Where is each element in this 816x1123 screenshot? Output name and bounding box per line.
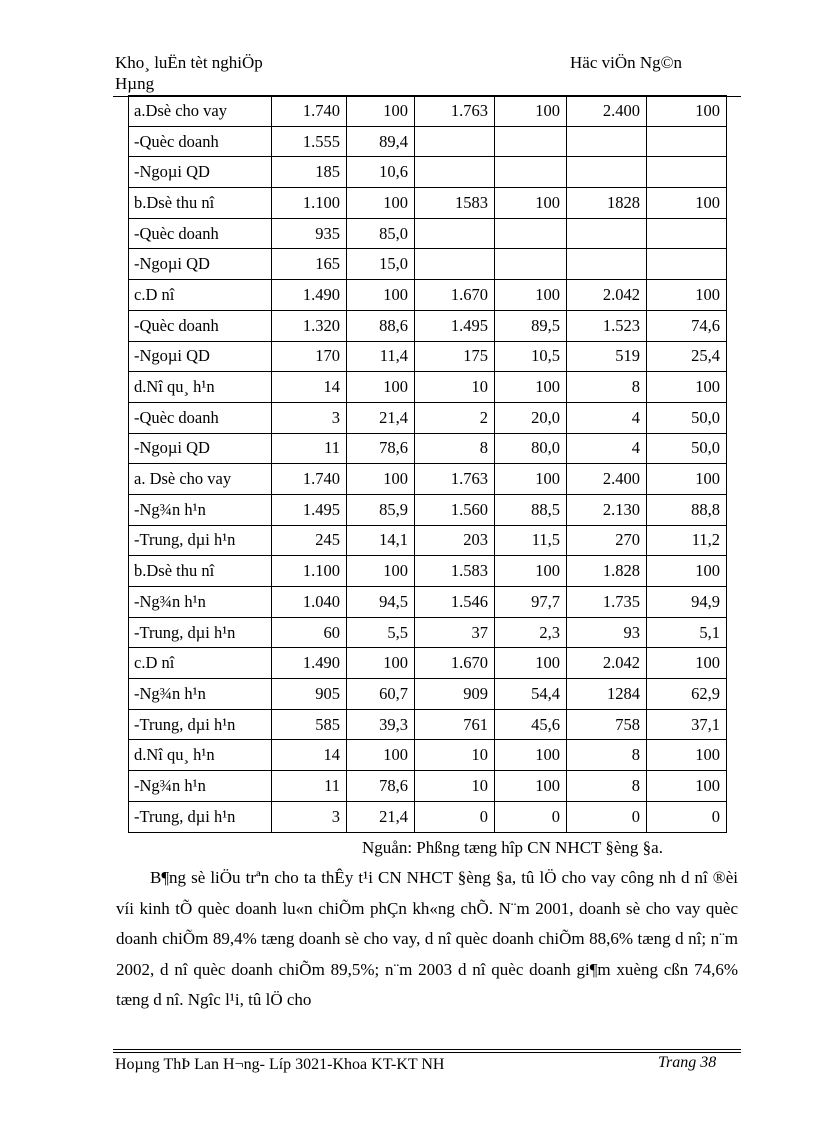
table-row bbox=[129, 96, 727, 127]
value-cell bbox=[495, 157, 567, 188]
table-row bbox=[129, 801, 727, 832]
value-cell: 11,5 bbox=[495, 525, 567, 556]
value-cell bbox=[647, 218, 727, 249]
value-cell: 78,6 bbox=[347, 433, 415, 464]
value-cell: 100 bbox=[647, 464, 727, 495]
value-cell: 909 bbox=[415, 679, 495, 710]
value-cell: 15,0 bbox=[347, 249, 415, 280]
value-cell bbox=[567, 249, 647, 280]
value-cell: 5,1 bbox=[647, 617, 727, 648]
paragraph-text: B¶ng sè liÖu trªn cho ta thÊy t¹i CN NHCT §èng §a, tû lÖ cho vay công nh d nî ®èi víi kinh tÕ quèc doanh lu«n chiÕm phÇn kh«ng chÕ. N¨m 2001, doanh sè cho vay quèc doanh chiÕm 89,4% tæng doanh sè cho vay, d nî quèc doanh chiÕm 88,6% tæng d nî; n¨m 2002, d nî quèc doanh chiÕm 89,5%; n¨m 2003 d nî quèc doanh gi¶m xuèng cßn 74,6% tæng d nî. Ngîc l¹i, tû lÖ cho bbox=[116, 868, 738, 1009]
value-cell: 1583 bbox=[415, 188, 495, 219]
row-label-cell: -Trung, dµi h¹n bbox=[129, 709, 272, 740]
value-cell: 165 bbox=[272, 249, 347, 280]
value-cell: 175 bbox=[415, 341, 495, 372]
body-paragraph bbox=[116, 863, 738, 1016]
value-cell: 37 bbox=[415, 617, 495, 648]
value-cell: 60,7 bbox=[347, 679, 415, 710]
value-cell: 100 bbox=[495, 280, 567, 311]
table-row bbox=[129, 157, 727, 188]
value-cell: 203 bbox=[415, 525, 495, 556]
value-cell bbox=[495, 126, 567, 157]
table-row bbox=[129, 587, 727, 618]
value-cell: 100 bbox=[347, 96, 415, 127]
table-row bbox=[129, 249, 727, 280]
value-cell: 100 bbox=[495, 771, 567, 802]
value-cell: 2.400 bbox=[567, 464, 647, 495]
value-cell: 0 bbox=[567, 801, 647, 832]
value-cell: 94,5 bbox=[347, 587, 415, 618]
value-cell: 100 bbox=[347, 372, 415, 403]
value-cell: 78,6 bbox=[347, 771, 415, 802]
value-cell: 2.130 bbox=[567, 494, 647, 525]
value-cell bbox=[567, 157, 647, 188]
value-cell: 11,2 bbox=[647, 525, 727, 556]
table-row bbox=[129, 648, 727, 679]
value-cell: 11 bbox=[272, 771, 347, 802]
value-cell: 761 bbox=[415, 709, 495, 740]
value-cell: 4 bbox=[567, 402, 647, 433]
value-cell: 100 bbox=[347, 556, 415, 587]
footer-rule-bottom bbox=[113, 1052, 741, 1053]
table-row bbox=[129, 679, 727, 710]
row-label-cell: c.D nî bbox=[129, 280, 272, 311]
value-cell: 100 bbox=[647, 648, 727, 679]
row-label-cell: -Trung, dµi h¹n bbox=[129, 801, 272, 832]
table-row bbox=[129, 218, 727, 249]
value-cell: 39,3 bbox=[347, 709, 415, 740]
value-cell: 10,5 bbox=[495, 341, 567, 372]
value-cell: 100 bbox=[647, 556, 727, 587]
value-cell: 1.560 bbox=[415, 494, 495, 525]
value-cell: 62,9 bbox=[647, 679, 727, 710]
value-cell: 100 bbox=[495, 464, 567, 495]
header-title-line2: Hµng bbox=[115, 74, 155, 93]
footer-author: Hoµng ThÞ Lan H¬ng- Líp 3021-Khoa KT-KT NH bbox=[115, 1056, 445, 1073]
value-cell: 93 bbox=[567, 617, 647, 648]
table-row bbox=[129, 341, 727, 372]
page-number: Trang 38 bbox=[658, 1054, 717, 1071]
table-row bbox=[129, 709, 727, 740]
running-header-left bbox=[115, 52, 263, 94]
value-cell: 74,6 bbox=[647, 310, 727, 341]
row-label-cell: -Trung, dµi h¹n bbox=[129, 525, 272, 556]
value-cell: 0 bbox=[647, 801, 727, 832]
value-cell: 758 bbox=[567, 709, 647, 740]
value-cell: 3 bbox=[272, 402, 347, 433]
row-label-cell: -Quèc doanh bbox=[129, 126, 272, 157]
value-cell: 5,5 bbox=[347, 617, 415, 648]
row-label-cell: -Ngoµi QD bbox=[129, 157, 272, 188]
value-cell: 8 bbox=[567, 740, 647, 771]
value-cell bbox=[495, 218, 567, 249]
value-cell: 100 bbox=[347, 464, 415, 495]
value-cell: 100 bbox=[347, 188, 415, 219]
value-cell: 1.763 bbox=[415, 464, 495, 495]
row-label-cell: -Ng¾n h¹n bbox=[129, 679, 272, 710]
value-cell: 1.523 bbox=[567, 310, 647, 341]
value-cell bbox=[415, 218, 495, 249]
value-cell: 100 bbox=[647, 96, 727, 127]
value-cell: 10 bbox=[415, 372, 495, 403]
value-cell: 85,9 bbox=[347, 494, 415, 525]
value-cell: 80,0 bbox=[495, 433, 567, 464]
row-label-cell: a. Dsè cho vay bbox=[129, 464, 272, 495]
value-cell: 4 bbox=[567, 433, 647, 464]
table-row bbox=[129, 126, 727, 157]
table-row bbox=[129, 464, 727, 495]
row-label-cell: -Quèc doanh bbox=[129, 218, 272, 249]
value-cell: 60 bbox=[272, 617, 347, 648]
value-cell: 3 bbox=[272, 801, 347, 832]
value-cell: 1.320 bbox=[272, 310, 347, 341]
row-label-cell: -Quèc doanh bbox=[129, 310, 272, 341]
value-cell: 1.763 bbox=[415, 96, 495, 127]
value-cell: 100 bbox=[647, 188, 727, 219]
value-cell: 20,0 bbox=[495, 402, 567, 433]
value-cell: 100 bbox=[495, 648, 567, 679]
value-cell: 100 bbox=[647, 771, 727, 802]
value-cell: 89,5 bbox=[495, 310, 567, 341]
value-cell bbox=[647, 126, 727, 157]
value-cell: 1.546 bbox=[415, 587, 495, 618]
table-row bbox=[129, 617, 727, 648]
value-cell: 935 bbox=[272, 218, 347, 249]
value-cell: 8 bbox=[567, 372, 647, 403]
row-label-cell: -Ngoµi QD bbox=[129, 249, 272, 280]
value-cell: 100 bbox=[347, 280, 415, 311]
table-row bbox=[129, 433, 727, 464]
value-cell: 1.740 bbox=[272, 464, 347, 495]
row-label-cell: a.Dsè cho vay bbox=[129, 96, 272, 127]
row-label-cell: -Ng¾n h¹n bbox=[129, 494, 272, 525]
value-cell: 14 bbox=[272, 372, 347, 403]
value-cell: 519 bbox=[567, 341, 647, 372]
value-cell: 2 bbox=[415, 402, 495, 433]
value-cell: 100 bbox=[495, 96, 567, 127]
value-cell: 0 bbox=[415, 801, 495, 832]
value-cell: 89,4 bbox=[347, 126, 415, 157]
value-cell: 100 bbox=[495, 740, 567, 771]
row-label-cell: -Ngoµi QD bbox=[129, 341, 272, 372]
value-cell: 2.400 bbox=[567, 96, 647, 127]
value-cell: 1.100 bbox=[272, 556, 347, 587]
value-cell bbox=[495, 249, 567, 280]
value-cell: 1.040 bbox=[272, 587, 347, 618]
value-cell: 1.490 bbox=[272, 280, 347, 311]
row-label-cell: -Ng¾n h¹n bbox=[129, 587, 272, 618]
table-source-note: Nguån: Phßng tæng hîp CN NHCT §èng §a. bbox=[362, 838, 663, 857]
value-cell: 88,8 bbox=[647, 494, 727, 525]
value-cell: 1.490 bbox=[272, 648, 347, 679]
value-cell: 1284 bbox=[567, 679, 647, 710]
value-cell: 21,4 bbox=[347, 402, 415, 433]
value-cell: 37,1 bbox=[647, 709, 727, 740]
value-cell: 1.555 bbox=[272, 126, 347, 157]
value-cell: 14 bbox=[272, 740, 347, 771]
table-row bbox=[129, 280, 727, 311]
value-cell: 1.735 bbox=[567, 587, 647, 618]
value-cell: 1.740 bbox=[272, 96, 347, 127]
value-cell: 1.495 bbox=[272, 494, 347, 525]
value-cell: 585 bbox=[272, 709, 347, 740]
footer-rule-top bbox=[113, 1049, 741, 1050]
row-label-cell: -Ng¾n h¹n bbox=[129, 771, 272, 802]
value-cell: 100 bbox=[647, 740, 727, 771]
value-cell: 14,1 bbox=[347, 525, 415, 556]
value-cell: 2.042 bbox=[567, 648, 647, 679]
value-cell: 88,5 bbox=[495, 494, 567, 525]
running-header-right: Häc viÖn Ng©n bbox=[570, 53, 683, 72]
value-cell: 1.583 bbox=[415, 556, 495, 587]
value-cell: 10 bbox=[415, 740, 495, 771]
table-row bbox=[129, 188, 727, 219]
table-row bbox=[129, 402, 727, 433]
value-cell: 905 bbox=[272, 679, 347, 710]
value-cell bbox=[567, 126, 647, 157]
table-row bbox=[129, 525, 727, 556]
value-cell bbox=[415, 249, 495, 280]
table-row bbox=[129, 372, 727, 403]
value-cell: 100 bbox=[495, 556, 567, 587]
row-label-cell: -Trung, dµi h¹n bbox=[129, 617, 272, 648]
value-cell: 1.670 bbox=[415, 648, 495, 679]
value-cell: 100 bbox=[495, 188, 567, 219]
value-cell: 100 bbox=[495, 372, 567, 403]
value-cell: 100 bbox=[347, 740, 415, 771]
value-cell bbox=[415, 126, 495, 157]
value-cell: 185 bbox=[272, 157, 347, 188]
value-cell: 94,9 bbox=[647, 587, 727, 618]
value-cell: 100 bbox=[647, 280, 727, 311]
table-row bbox=[129, 494, 727, 525]
value-cell: 100 bbox=[347, 648, 415, 679]
value-cell: 97,7 bbox=[495, 587, 567, 618]
value-cell: 11 bbox=[272, 433, 347, 464]
value-cell: 270 bbox=[567, 525, 647, 556]
value-cell: 245 bbox=[272, 525, 347, 556]
credit-data-table bbox=[128, 95, 727, 833]
value-cell: 2.042 bbox=[567, 280, 647, 311]
value-cell: 50,0 bbox=[647, 433, 727, 464]
row-label-cell: -Quèc doanh bbox=[129, 402, 272, 433]
value-cell: 10 bbox=[415, 771, 495, 802]
table-row bbox=[129, 556, 727, 587]
value-cell: 1828 bbox=[567, 188, 647, 219]
value-cell bbox=[647, 249, 727, 280]
value-cell: 1.828 bbox=[567, 556, 647, 587]
value-cell: 100 bbox=[647, 372, 727, 403]
value-cell: 1.100 bbox=[272, 188, 347, 219]
value-cell: 54,4 bbox=[495, 679, 567, 710]
value-cell: 45,6 bbox=[495, 709, 567, 740]
value-cell: 8 bbox=[567, 771, 647, 802]
header-title-line1: Kho¸ luËn tèt nghiÖp bbox=[115, 53, 263, 72]
value-cell: 88,6 bbox=[347, 310, 415, 341]
value-cell: 25,4 bbox=[647, 341, 727, 372]
value-cell: 10,6 bbox=[347, 157, 415, 188]
table-row bbox=[129, 771, 727, 802]
table-row bbox=[129, 310, 727, 341]
table-row bbox=[129, 740, 727, 771]
row-label-cell: -Ngoµi QD bbox=[129, 433, 272, 464]
value-cell: 11,4 bbox=[347, 341, 415, 372]
value-cell: 170 bbox=[272, 341, 347, 372]
value-cell: 8 bbox=[415, 433, 495, 464]
value-cell: 2,3 bbox=[495, 617, 567, 648]
value-cell: 0 bbox=[495, 801, 567, 832]
value-cell bbox=[567, 218, 647, 249]
value-cell bbox=[415, 157, 495, 188]
value-cell: 21,4 bbox=[347, 801, 415, 832]
row-label-cell: b.Dsè thu nî bbox=[129, 188, 272, 219]
value-cell: 1.670 bbox=[415, 280, 495, 311]
value-cell bbox=[647, 157, 727, 188]
value-cell: 85,0 bbox=[347, 218, 415, 249]
row-label-cell: d.Nî qu¸ h¹n bbox=[129, 372, 272, 403]
value-cell: 1.495 bbox=[415, 310, 495, 341]
value-cell: 50,0 bbox=[647, 402, 727, 433]
row-label-cell: d.Nî qu¸ h¹n bbox=[129, 740, 272, 771]
row-label-cell: c.D nî bbox=[129, 648, 272, 679]
row-label-cell: b.Dsè thu nî bbox=[129, 556, 272, 587]
